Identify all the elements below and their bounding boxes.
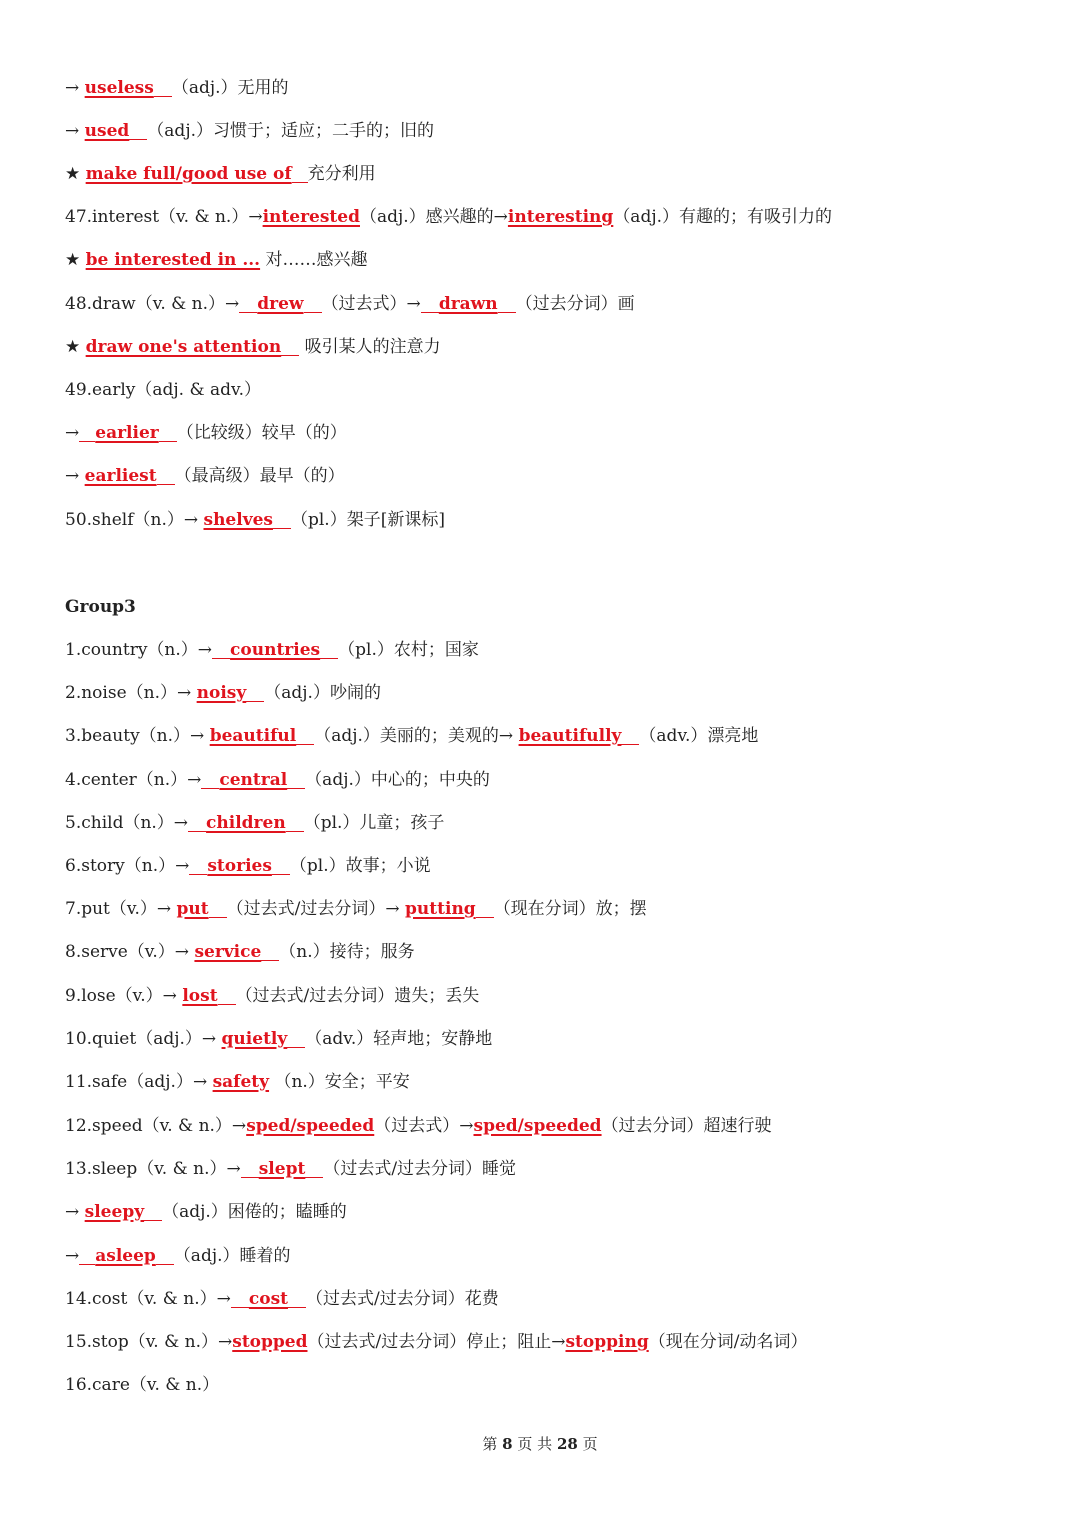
entry-prefix: 2.noise（n.）→ xyxy=(65,683,197,703)
entry-gloss: （过去分词）画 xyxy=(515,294,635,314)
answer: earlier xyxy=(95,423,159,443)
entry-gloss: （adj.）困倦的；瞌睡的 xyxy=(162,1202,347,1222)
entry-gloss: （pl.）架子[新课标] xyxy=(290,510,445,530)
page-footer xyxy=(0,1433,1080,1454)
blank-line xyxy=(157,466,175,485)
answer: sped/speeded xyxy=(246,1116,375,1136)
star-icon: ★ xyxy=(65,250,86,270)
entry-sleepy xyxy=(65,1200,347,1224)
blank-line xyxy=(239,294,257,313)
entry-prefix: 6.story（n.）→ xyxy=(65,856,190,876)
answer: beautiful xyxy=(209,726,297,746)
entry-earliest xyxy=(65,464,345,488)
blank-line xyxy=(421,294,439,313)
entry-prefix: 47.interest（v. & n.）→ xyxy=(65,207,263,227)
entry-prefix: → xyxy=(65,466,85,486)
entry-gloss: （adv.）轻声地；安静地 xyxy=(305,1029,493,1049)
entry-mid: （过去式）→ xyxy=(321,294,421,314)
entry-gloss: （adj.）习惯于；适应；二手的；旧的 xyxy=(147,121,434,141)
entry-prefix: → xyxy=(65,121,85,141)
entry-gloss: （adj.）中心的；中央的 xyxy=(305,770,490,790)
blank-line xyxy=(79,423,95,442)
entry-gloss: （n.）接待；服务 xyxy=(279,942,415,962)
entry-gloss: （pl.）儿童；孩子 xyxy=(303,813,445,833)
entry-mid: （过去式/过去分词）停止；阻止→ xyxy=(307,1332,566,1352)
blank-line xyxy=(189,856,207,875)
blank-line xyxy=(287,770,305,789)
blank-line xyxy=(246,683,264,702)
blank-line xyxy=(209,899,227,918)
answer: stopped xyxy=(232,1332,308,1352)
entry-center xyxy=(65,768,490,792)
entry-gloss: （现在分词）放；摆 xyxy=(493,899,647,919)
answer-2: stopping xyxy=(565,1332,649,1352)
entry-asleep xyxy=(65,1244,291,1268)
entry-speed xyxy=(65,1114,772,1138)
answer: central xyxy=(219,770,288,790)
entry-prefix: 11.safe（adj.）→ xyxy=(65,1072,213,1092)
answer-2: interesting xyxy=(507,207,614,227)
entry-prefix: 16.care（v. & n.） xyxy=(65,1375,220,1395)
entry-gloss: （过去式/过去分词）睡觉 xyxy=(323,1159,517,1179)
entry-safe xyxy=(65,1070,410,1094)
entry-gloss: 充分利用 xyxy=(307,164,376,184)
blank-line xyxy=(621,726,639,745)
blank-line xyxy=(320,640,338,659)
answer: children xyxy=(206,813,286,833)
entry-gloss: （adj.）吵闹的 xyxy=(264,683,381,703)
answer: useless xyxy=(84,78,154,98)
entry-draw-attention xyxy=(65,335,441,359)
answer: cost xyxy=(248,1289,288,1309)
entry-prefix: → xyxy=(65,1202,85,1222)
entry-gloss: （adj.）无用的 xyxy=(171,78,289,98)
entry-draw xyxy=(65,292,635,316)
blank-line xyxy=(156,1246,174,1265)
blank-line xyxy=(272,856,290,875)
entry-child xyxy=(65,811,444,835)
answer: interested xyxy=(262,207,360,227)
entry-mid: （过去式/过去分词）→ xyxy=(226,899,406,919)
answer: stories xyxy=(207,856,272,876)
blank-line xyxy=(292,164,308,183)
entry-prefix: 49.early（adj. & adv.） xyxy=(65,380,262,400)
answer: service xyxy=(194,942,262,962)
blank-line xyxy=(476,899,494,918)
blank-line xyxy=(154,78,172,97)
blank-line xyxy=(304,294,322,313)
entry-useless xyxy=(65,76,289,100)
entry-mid: （adj.）感兴趣的→ xyxy=(359,207,508,227)
blank-line xyxy=(129,121,147,140)
entry-stop xyxy=(65,1330,807,1354)
answer: safety xyxy=(212,1072,270,1092)
blank-line xyxy=(261,942,279,961)
entry-gloss: （adj.）睡着的 xyxy=(173,1246,291,1266)
entry-used xyxy=(65,119,434,143)
answer: countries xyxy=(230,640,321,660)
entry-serve xyxy=(65,940,415,964)
star-icon: ★ xyxy=(65,337,86,357)
entry-gloss: （过去式/过去分词）花费 xyxy=(306,1289,499,1309)
answer: noisy xyxy=(196,683,247,703)
answer: be interested in ... xyxy=(85,250,261,270)
blank-line xyxy=(288,1289,306,1308)
answer: lost xyxy=(182,986,218,1006)
entry-prefix: 5.child（n.）→ xyxy=(65,813,189,833)
entry-prefix: 14.cost（v. & n.）→ xyxy=(65,1289,231,1309)
answer: asleep xyxy=(95,1246,156,1266)
blank-line xyxy=(273,510,291,529)
footer-middle: 页 共 xyxy=(517,1435,553,1453)
entry-mid: （adj.）美丽的；美观的→ xyxy=(314,726,519,746)
blank-line xyxy=(296,726,314,745)
footer-suffix: 页 xyxy=(582,1435,598,1453)
current-page-number: 8 xyxy=(502,1435,513,1453)
entry-gloss: （最高级）最早（的） xyxy=(174,466,345,486)
entry-sleep xyxy=(65,1157,516,1181)
answer-2: drawn xyxy=(438,294,498,314)
entry-lose xyxy=(65,984,479,1008)
answer-2: beautifully xyxy=(518,726,622,746)
entry-shelf xyxy=(65,508,445,532)
total-page-number: 28 xyxy=(556,1435,578,1453)
entry-prefix: 50.shelf（n.）→ xyxy=(65,510,204,530)
answer: drew xyxy=(257,294,304,314)
entry-gloss: （adv.）漂亮地 xyxy=(639,726,759,746)
answer: used xyxy=(84,121,130,141)
answer: make full/good use of xyxy=(85,164,292,184)
blank-line xyxy=(212,640,230,659)
entry-prefix: 7.put（v.）→ xyxy=(65,899,177,919)
answer-2: putting xyxy=(405,899,476,919)
blank-line xyxy=(201,770,219,789)
footer-prefix: 第 xyxy=(482,1435,498,1453)
entry-prefix: → xyxy=(65,423,80,443)
answer: put xyxy=(176,899,209,919)
entry-gloss: （比较级）较早（的） xyxy=(176,423,347,443)
entry-prefix: → xyxy=(65,78,85,98)
blank-line xyxy=(144,1202,162,1221)
answer: quietly xyxy=(221,1029,288,1049)
blank-line xyxy=(305,1159,323,1178)
entry-story xyxy=(65,854,431,878)
blank-line xyxy=(231,1289,249,1308)
entry-gloss: （n.）安全；平安 xyxy=(269,1072,410,1092)
entry-gloss: （adj.）有趣的；有吸引力的 xyxy=(613,207,833,227)
entry-prefix: 12.speed（v. & n.）→ xyxy=(65,1116,247,1136)
entry-gloss: （过去式/过去分词）遗失；丢失 xyxy=(235,986,480,1006)
entry-gloss: 吸引某人的注意力 xyxy=(299,337,441,357)
answer: sleepy xyxy=(84,1202,145,1222)
entry-beauty xyxy=(65,724,758,748)
entry-gloss: （pl.）故事；小说 xyxy=(289,856,431,876)
group-title: Group3 xyxy=(65,597,136,617)
entry-gloss: （现在分词/动名词） xyxy=(648,1332,808,1352)
entry-prefix: 13.sleep（v. & n.）→ xyxy=(65,1159,241,1179)
group-heading xyxy=(65,595,136,619)
entry-country xyxy=(65,638,479,662)
entry-gloss: （pl.）农村；国家 xyxy=(338,640,479,660)
blank-line xyxy=(218,986,236,1005)
blank-line xyxy=(281,337,299,356)
entry-earlier xyxy=(65,421,347,445)
entry-make-use-of xyxy=(65,162,376,186)
entry-mid: （过去式）→ xyxy=(374,1116,474,1136)
entry-prefix: 9.lose（v.）→ xyxy=(65,986,183,1006)
entry-prefix: → xyxy=(65,1246,80,1266)
entry-prefix: 4.center（n.）→ xyxy=(65,770,202,790)
blank-line xyxy=(286,813,304,832)
entry-put xyxy=(65,897,647,921)
blank-line xyxy=(188,813,206,832)
entry-care xyxy=(65,1373,219,1397)
answer: slept xyxy=(258,1159,306,1179)
answer: shelves xyxy=(203,510,273,530)
entry-gloss: 对……感兴趣 xyxy=(260,250,368,270)
entry-prefix: 15.stop（v. & n.）→ xyxy=(65,1332,233,1352)
blank-line xyxy=(79,1246,95,1265)
entry-interest xyxy=(65,205,832,229)
blank-line xyxy=(287,1029,305,1048)
blank-line xyxy=(159,423,177,442)
entry-prefix: 48.draw（v. & n.）→ xyxy=(65,294,240,314)
entry-quiet xyxy=(65,1027,492,1051)
entry-noise xyxy=(65,681,381,705)
entry-be-interested-in xyxy=(65,248,367,272)
entry-prefix: 1.country（n.）→ xyxy=(65,640,213,660)
entry-prefix: 3.beauty（n.）→ xyxy=(65,726,210,746)
answer: earliest xyxy=(84,466,157,486)
entry-gloss: （过去分词）超速行驶 xyxy=(601,1116,772,1136)
entry-prefix: 10.quiet（adj.）→ xyxy=(65,1029,222,1049)
entry-prefix: 8.serve（v.）→ xyxy=(65,942,195,962)
entry-early xyxy=(65,378,261,402)
entry-cost xyxy=(65,1287,499,1311)
blank-line xyxy=(498,294,516,313)
star-icon: ★ xyxy=(65,164,86,184)
blank-line xyxy=(241,1159,259,1178)
answer: draw one's attention xyxy=(85,337,282,357)
answer-2: sped/speeded xyxy=(473,1116,602,1136)
